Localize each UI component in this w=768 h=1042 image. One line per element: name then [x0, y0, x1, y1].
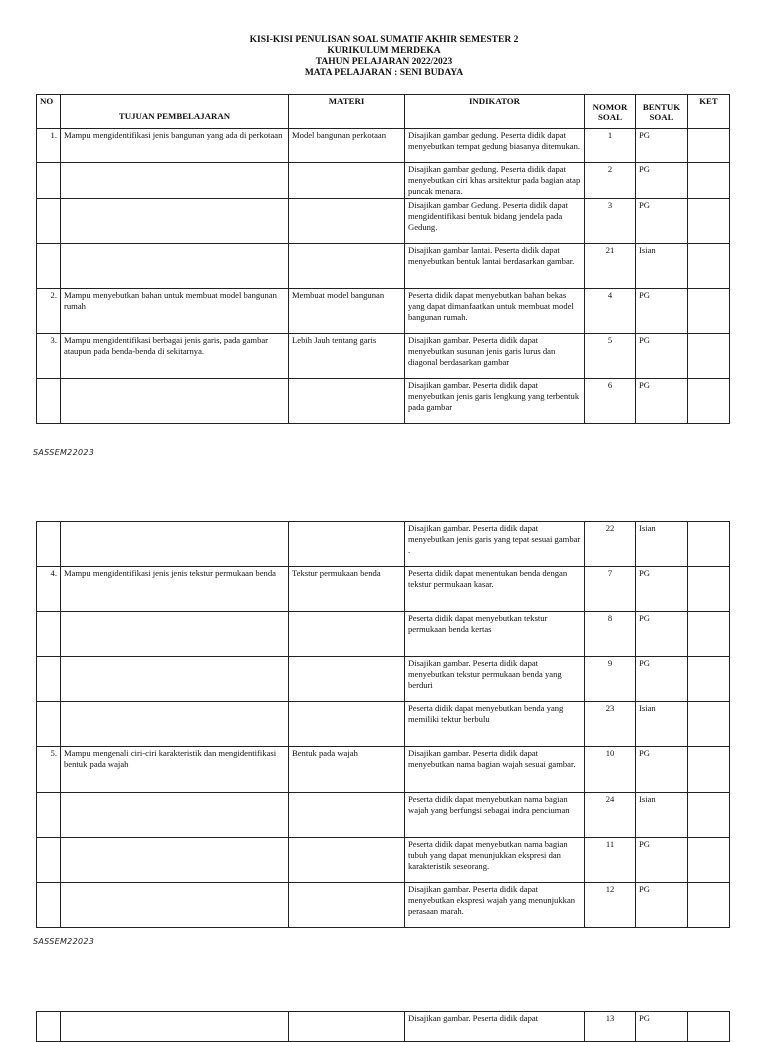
header-title: KISI-KISI PENULISAN SOAL SUMATIF AKHIR SEMESTER 2 — [249, 35, 519, 45]
cell-ket — [688, 379, 730, 424]
header-school-year: TAHUN PELAJARAN 2022/2023 — [315, 57, 453, 67]
cell-no — [37, 379, 61, 424]
col-header-tujuan: TUJUAN PEMBELAJARAN — [61, 95, 289, 129]
cell-indikator: Peserta didik dapat menyebutkan bahan bekas yang dapat dimanfaatkan untuk membuat model bangunan rumah. — [405, 289, 585, 334]
cell-no — [37, 612, 61, 657]
cell-nomor-soal: 11 — [585, 838, 636, 883]
cell-bentuk-soal: PG — [636, 567, 688, 612]
cell-tujuan-pembelajaran: Mampu menyebutkan bahan untuk membuat model bangunan rumah — [61, 289, 289, 334]
cell-indikator: Disajikan gambar lantai. Peserta didik dapat menyebutkan bentuk lantai berdasarkan gambar. — [405, 244, 585, 289]
cell-materi — [289, 657, 405, 702]
kisi-table-page-1 — [36, 94, 730, 424]
cell-tujuan-pembelajaran: Mampu mengidentifikasi jenis jenis tekstur permukaan benda — [61, 567, 289, 612]
cell-tujuan-pembelajaran — [61, 612, 289, 657]
cell-bentuk-soal: PG — [636, 657, 688, 702]
table-row — [37, 612, 730, 657]
cell-indikator: Disajikan gambar. Peserta didik dapat menyebutkan nama bagian wajah sesuai gambar. — [405, 747, 585, 793]
cell-indikator: Disajikan gambar gedung. Peserta didik dapat menyebutkan tempat gedung biasanya ditemukan. — [405, 129, 585, 163]
cell-materi — [289, 244, 405, 289]
cell-nomor-soal: 21 — [585, 244, 636, 289]
cell-materi — [289, 612, 405, 657]
cell-no — [37, 1012, 61, 1042]
cell-bentuk-soal: PG — [636, 612, 688, 657]
cell-nomor-soal: 8 — [585, 612, 636, 657]
cell-no — [37, 838, 61, 883]
cell-tujuan-pembelajaran: Mampu mengenali ciri-ciri karakteristik dan mengidentifikasi bentuk pada wajah — [61, 747, 289, 793]
cell-ket — [688, 163, 730, 199]
header-curriculum: KURIKULUM MERDEKA — [327, 46, 441, 56]
col-header-nomor-soal: NOMOR SOAL — [585, 95, 636, 129]
table-row — [37, 289, 730, 334]
cell-ket — [688, 793, 730, 838]
cell-bentuk-soal: PG — [636, 379, 688, 424]
cell-bentuk-soal: PG — [636, 129, 688, 163]
cell-indikator: Disajikan gambar gedung. Peserta didik dapat menyebutkan ciri khas arsitektur pada bagian atap puncak menara. — [405, 163, 585, 199]
cell-nomor-soal: 6 — [585, 379, 636, 424]
cell-indikator: Disajikan gambar. Peserta didik dapat menyebutkan susunan jenis garis lurus dan diagonal berdasarkan gambar — [405, 334, 585, 379]
cell-tujuan-pembelajaran — [61, 702, 289, 747]
cell-bentuk-soal: PG — [636, 163, 688, 199]
cell-materi — [289, 883, 405, 928]
cell-nomor-soal: 10 — [585, 747, 636, 793]
cell-nomor-soal: 22 — [585, 522, 636, 567]
table-row — [37, 334, 730, 379]
cell-nomor-soal: 5 — [585, 334, 636, 379]
cell-tujuan-pembelajaran — [61, 379, 289, 424]
kisi-table-page-3 — [36, 1011, 730, 1042]
table-row — [37, 163, 730, 199]
cell-ket — [688, 838, 730, 883]
cell-indikator: Peserta didik dapat menyebutkan benda yang memiliki tektur berbulu — [405, 702, 585, 747]
cell-materi — [289, 199, 405, 244]
kisi-table-page-2 — [36, 521, 730, 928]
cell-no — [37, 199, 61, 244]
cell-nomor-soal: 7 — [585, 567, 636, 612]
cell-no — [37, 702, 61, 747]
cell-ket — [688, 334, 730, 379]
cell-no — [37, 657, 61, 702]
cell-ket — [688, 244, 730, 289]
cell-materi — [289, 838, 405, 883]
cell-nomor-soal: 4 — [585, 289, 636, 334]
cell-tujuan-pembelajaran — [61, 1012, 289, 1042]
table-row — [37, 657, 730, 702]
table-row — [37, 793, 730, 838]
cell-materi: Model bangunan perkotaan — [289, 129, 405, 163]
table-row — [37, 702, 730, 747]
cell-nomor-soal: 12 — [585, 883, 636, 928]
cell-materi — [289, 379, 405, 424]
table-row — [37, 747, 730, 793]
cell-materi — [289, 793, 405, 838]
document-footer-code: SASSEM22023 — [33, 448, 95, 457]
cell-bentuk-soal: PG — [636, 838, 688, 883]
cell-ket — [688, 612, 730, 657]
cell-tujuan-pembelajaran: Mampu mengidentifikasi jenis bangunan yang ada di perkotaan — [61, 129, 289, 163]
table-header-row — [37, 95, 730, 129]
cell-ket — [688, 702, 730, 747]
table-row — [37, 838, 730, 883]
col-header-bentuk-soal: BENTUK SOAL — [636, 95, 688, 129]
cell-ket — [688, 1012, 730, 1042]
cell-indikator: Peserta didik dapat menyebutkan nama bagian wajah yang berfungsi sebagai indra penciuman — [405, 793, 585, 838]
cell-ket — [688, 567, 730, 612]
cell-bentuk-soal: PG — [636, 199, 688, 244]
cell-bentuk-soal: Isian — [636, 522, 688, 567]
cell-ket — [688, 289, 730, 334]
cell-bentuk-soal: PG — [636, 289, 688, 334]
cell-nomor-soal: 2 — [585, 163, 636, 199]
cell-materi — [289, 163, 405, 199]
cell-no: 3. — [37, 334, 61, 379]
cell-bentuk-soal: PG — [636, 334, 688, 379]
cell-materi — [289, 1012, 405, 1042]
col-header-indikator: INDIKATOR — [405, 95, 585, 129]
table-row — [37, 199, 730, 244]
col-header-ket: KET — [688, 95, 730, 129]
cell-tujuan-pembelajaran — [61, 199, 289, 244]
table-row — [37, 244, 730, 289]
cell-ket — [688, 883, 730, 928]
cell-tujuan-pembelajaran — [61, 883, 289, 928]
cell-nomor-soal: 1 — [585, 129, 636, 163]
cell-ket — [688, 129, 730, 163]
cell-no — [37, 522, 61, 567]
cell-tujuan-pembelajaran — [61, 163, 289, 199]
cell-no — [37, 793, 61, 838]
cell-bentuk-soal: Isian — [636, 793, 688, 838]
table-row — [37, 522, 730, 567]
cell-indikator: Peserta didik dapat menyebutkan tekstur permukaan benda kertas — [405, 612, 585, 657]
table-row — [37, 379, 730, 424]
cell-indikator: Disajikan gambar. Peserta didik dapat menyebutkan jenis garis lengkung yang terbentuk pada gambar — [405, 379, 585, 424]
cell-no: 1. — [37, 129, 61, 163]
cell-materi: Membuat model bangunan — [289, 289, 405, 334]
cell-materi — [289, 702, 405, 747]
cell-indikator: Disajikan gambar. Peserta didik dapat menyebutkan jenis garis yang tepat sesuai gambar . — [405, 522, 585, 567]
cell-no: 5. — [37, 747, 61, 793]
cell-ket — [688, 747, 730, 793]
cell-ket — [688, 522, 730, 567]
cell-materi: Tekstur permukaan benda — [289, 567, 405, 612]
cell-materi: Lebih Jauh tentang garis — [289, 334, 405, 379]
cell-bentuk-soal: Isian — [636, 244, 688, 289]
table-row — [37, 129, 730, 163]
cell-ket — [688, 657, 730, 702]
cell-bentuk-soal: PG — [636, 1012, 688, 1042]
cell-tujuan-pembelajaran — [61, 244, 289, 289]
cell-nomor-soal: 13 — [585, 1012, 636, 1042]
cell-no — [37, 163, 61, 199]
cell-indikator: Peserta didik dapat menyebutkan nama bagian tubuh yang dapat menunjukkan ekspresi dan karakteristik seseorang. — [405, 838, 585, 883]
cell-tujuan-pembelajaran — [61, 522, 289, 567]
cell-indikator: Disajikan gambar Gedung. Peserta didik dapat mengidentifikasi bentuk bidang jendela pada Gedung. — [405, 199, 585, 244]
cell-nomor-soal: 24 — [585, 793, 636, 838]
cell-ket — [688, 199, 730, 244]
table-row — [37, 1012, 730, 1042]
cell-materi: Bentuk pada wajah — [289, 747, 405, 793]
cell-bentuk-soal: PG — [636, 883, 688, 928]
cell-tujuan-pembelajaran — [61, 657, 289, 702]
cell-no — [37, 883, 61, 928]
cell-tujuan-pembelajaran: Mampu mengidentifikasi berbagai jenis garis, pada gambar ataupun pada benda-benda di sekitarnya. — [61, 334, 289, 379]
cell-materi — [289, 522, 405, 567]
cell-nomor-soal: 9 — [585, 657, 636, 702]
col-header-no: NO — [37, 95, 61, 129]
cell-indikator: Disajikan gambar. Peserta didik dapat menyebutkan ekspresi wajah yang menunjukkan perasaan marah. — [405, 883, 585, 928]
table-row — [37, 883, 730, 928]
cell-no: 4. — [37, 567, 61, 612]
document-header — [0, 35, 768, 79]
cell-nomor-soal: 23 — [585, 702, 636, 747]
col-header-materi: MATERI — [289, 95, 405, 129]
cell-indikator: Peserta didik dapat menentukan benda dengan tekstur permukaan kasar. — [405, 567, 585, 612]
cell-indikator: Disajikan gambar. Peserta didik dapat — [405, 1012, 585, 1042]
document-footer-code-2: SASSEM22023 — [33, 937, 95, 946]
cell-nomor-soal: 3 — [585, 199, 636, 244]
header-subject: MATA PELAJARAN : SENI BUDAYA — [304, 68, 464, 78]
cell-bentuk-soal: Isian — [636, 702, 688, 747]
cell-indikator: Disajikan gambar. Peserta didik dapat menyebutkan tekstur permukaan benda yang berduri — [405, 657, 585, 702]
cell-no — [37, 244, 61, 289]
table-row — [37, 567, 730, 612]
cell-bentuk-soal: PG — [636, 747, 688, 793]
cell-tujuan-pembelajaran — [61, 793, 289, 838]
cell-tujuan-pembelajaran — [61, 838, 289, 883]
cell-no: 2. — [37, 289, 61, 334]
